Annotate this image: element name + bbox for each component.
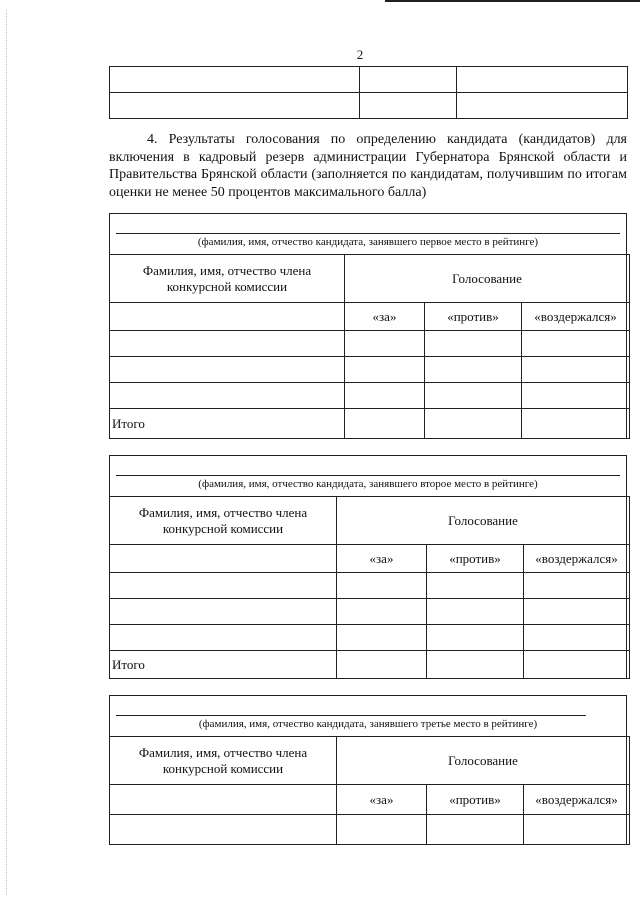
table-cell[interactable] — [457, 67, 628, 93]
table-cell[interactable] — [345, 357, 425, 383]
table-cell[interactable] — [110, 383, 345, 409]
table-cell[interactable] — [110, 93, 360, 119]
table-cell[interactable] — [110, 331, 345, 357]
table-cell[interactable] — [337, 573, 427, 599]
candidate-name-line[interactable] — [116, 715, 586, 716]
table-cell[interactable] — [427, 651, 524, 679]
voting-table — [109, 496, 630, 679]
table-header-row — [110, 497, 630, 545]
member-column-header: Фамилия, имя, отчество члена конкурсной комиссии — [110, 497, 337, 545]
abstain-column-header: «воздержался» — [522, 303, 630, 331]
table-cell[interactable] — [110, 599, 337, 625]
table-cell[interactable] — [425, 357, 522, 383]
total-row — [110, 409, 630, 439]
scan-margin-dots — [6, 10, 7, 895]
voting-block-second — [109, 455, 627, 679]
total-label: Итого — [110, 409, 345, 439]
table-cell[interactable] — [524, 599, 630, 625]
table-subheader-row — [110, 785, 630, 815]
voting-table — [109, 254, 630, 439]
table-subheader-row — [110, 545, 630, 573]
table-cell[interactable] — [360, 93, 457, 119]
table-cell[interactable] — [110, 67, 360, 93]
table-cell[interactable] — [110, 625, 337, 651]
table-cell[interactable] — [110, 545, 337, 573]
against-column-header: «против» — [427, 545, 524, 573]
table-row — [110, 625, 630, 651]
voting-block-third — [109, 695, 627, 845]
table-cell[interactable] — [427, 573, 524, 599]
table-cell[interactable] — [110, 785, 337, 815]
table-cell[interactable] — [524, 625, 630, 651]
table-header-row — [110, 737, 630, 785]
voting-block-first — [109, 213, 627, 439]
table-row — [110, 573, 630, 599]
table-cell[interactable] — [337, 651, 427, 679]
table-cell[interactable] — [345, 331, 425, 357]
table-cell[interactable] — [360, 67, 457, 93]
against-column-header: «против» — [427, 785, 524, 815]
table-cell[interactable] — [524, 573, 630, 599]
table-row — [110, 383, 630, 409]
abstain-column-header: «воздержался» — [524, 545, 630, 573]
table-cell[interactable] — [522, 409, 630, 439]
table-cell[interactable] — [522, 383, 630, 409]
table-cell[interactable] — [522, 357, 630, 383]
table-row — [110, 93, 628, 119]
table-cell[interactable] — [345, 409, 425, 439]
table-row — [110, 357, 630, 383]
table-cell[interactable] — [110, 815, 337, 845]
table-cell[interactable] — [522, 331, 630, 357]
table-cell[interactable] — [427, 625, 524, 651]
table-cell[interactable] — [110, 303, 345, 331]
table-cell[interactable] — [524, 651, 630, 679]
table-subheader-row — [110, 303, 630, 331]
table-cell[interactable] — [524, 815, 630, 845]
for-column-header: «за» — [337, 785, 427, 815]
table-row — [110, 331, 630, 357]
candidate-name-line[interactable] — [116, 475, 620, 476]
table-row — [110, 599, 630, 625]
for-column-header: «за» — [345, 303, 425, 331]
table-cell[interactable] — [337, 815, 427, 845]
table-cell[interactable] — [337, 599, 427, 625]
vote-column-header: Голосование — [337, 497, 630, 545]
section-4-paragraph: 4. Результаты голосования по определению кандидата (кандидатов) для включения в кадровый резерв администрации Губернатора Брянской области и Правительства Брянской области (заполняется по кандидатам, получившим по итогам оценки не менее 50 процентов максимального балла) — [109, 132, 627, 200]
candidate-caption: (фамилия, имя, отчество кандидата, занявшего третье место в рейтинге) — [198, 718, 538, 730]
member-column-header: Фамилия, имя, отчество члена конкурсной комиссии — [110, 255, 345, 303]
table-cell[interactable] — [457, 93, 628, 119]
table-cell[interactable] — [337, 625, 427, 651]
table-header-row — [110, 255, 630, 303]
table-cell[interactable] — [425, 331, 522, 357]
table-cell[interactable] — [110, 573, 337, 599]
table-cell[interactable] — [427, 815, 524, 845]
candidate-caption: (фамилия, имя, отчество кандидата, занявшего первое место в рейтинге) — [197, 236, 539, 248]
total-row — [110, 651, 630, 679]
total-label: Итого — [110, 651, 337, 679]
vote-column-header: Голосование — [345, 255, 630, 303]
top-rule — [385, 0, 640, 2]
table-row — [110, 815, 630, 845]
table-cell[interactable] — [427, 599, 524, 625]
table-cell[interactable] — [425, 383, 522, 409]
table-cell[interactable] — [345, 383, 425, 409]
page-number: 2 — [356, 47, 364, 62]
abstain-column-header: «воздержался» — [524, 785, 630, 815]
against-column-header: «против» — [425, 303, 522, 331]
table-cell[interactable] — [425, 409, 522, 439]
voting-table — [109, 736, 630, 845]
vote-column-header: Голосование — [337, 737, 630, 785]
continued-table — [109, 66, 628, 119]
candidate-name-line[interactable] — [116, 233, 620, 234]
table-cell[interactable] — [110, 357, 345, 383]
for-column-header: «за» — [337, 545, 427, 573]
candidate-caption: (фамилия, имя, отчество кандидата, занявшего второе место в рейтинге) — [198, 478, 538, 490]
table-row — [110, 67, 628, 93]
member-column-header: Фамилия, имя, отчество члена конкурсной комиссии — [110, 737, 337, 785]
